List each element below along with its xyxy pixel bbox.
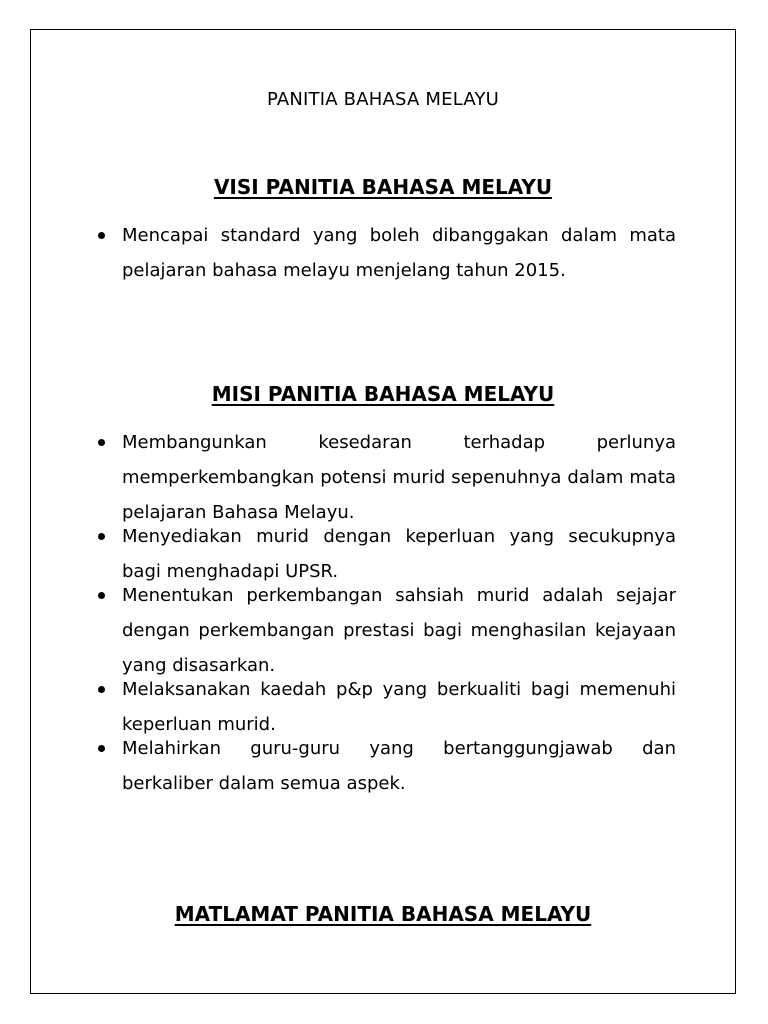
misi-item-text: Melaksanakan kaedah p&p yang berkualiti bagi memenuhi keperluan murid. xyxy=(122,679,676,735)
bullet-icon xyxy=(98,533,105,540)
misi-heading: MISI PANITIA BAHASA MELAYU xyxy=(211,382,555,406)
misi-item xyxy=(122,731,676,801)
visi-heading: VISI PANITIA BAHASA MELAYU xyxy=(213,175,553,199)
matlamat-heading: MATLAMAT PANITIA BAHASA MELAYU xyxy=(174,902,592,926)
misi-item-text: Membangunkan kesedaran terhadap perlunya memperkembangkan potensi murid sepenuhnya dalam mata pelajaran Bahasa Melayu. xyxy=(122,432,676,523)
bullet-icon xyxy=(98,745,105,752)
misi-item-text: Menentukan perkembangan sahsiah murid adalah sejajar dengan perkembangan prestasi bagi menghasilan kejayaan yang disasarkan. xyxy=(122,585,676,676)
visi-list xyxy=(31,218,735,288)
misi-item xyxy=(122,578,676,683)
misi-item xyxy=(122,425,676,530)
document-page xyxy=(30,29,736,994)
bullet-icon xyxy=(98,592,105,599)
document-title: PANITIA BAHASA MELAYU xyxy=(266,89,500,110)
bullet-icon xyxy=(98,232,105,239)
bullet-icon xyxy=(98,439,105,446)
misi-item-text: Melahirkan guru-guru yang bertanggungjawab dan berkaliber dalam semua aspek. xyxy=(122,738,676,794)
misi-list xyxy=(31,425,735,801)
visi-item-text: Mencapai standard yang boleh dibanggakan dalam mata pelajaran bahasa melayu menjelang tahun 2015. xyxy=(122,225,676,281)
bullet-icon xyxy=(98,686,105,693)
misi-item-text: Menyediakan murid dengan keperluan yang secukupnya bagi menghadapi UPSR. xyxy=(122,526,676,582)
visi-item xyxy=(122,218,676,288)
